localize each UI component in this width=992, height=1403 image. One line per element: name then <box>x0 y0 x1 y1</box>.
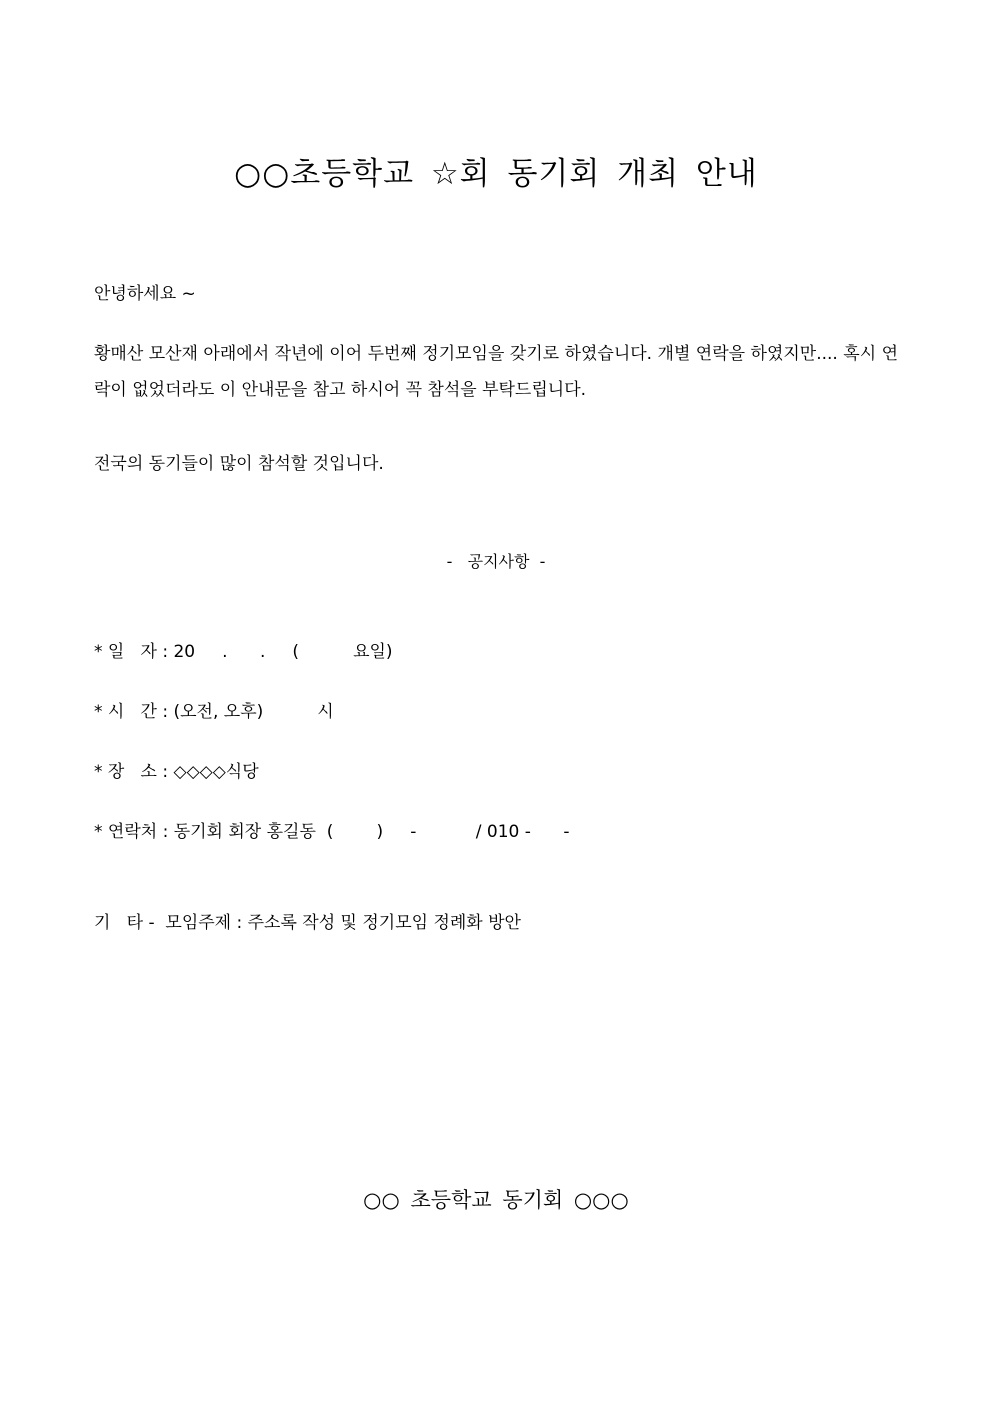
greeting-text: 안녕하세요 ~ <box>94 284 196 304</box>
other-item: 기 타 - 모임주제 : 주소록 작성 및 정기모임 정례화 방안 <box>94 913 521 933</box>
document-title: ○○초등학교 ☆회 동기회 개최 안내 <box>234 156 758 192</box>
date-item: * 일 자 : 20 . . ( 요일) <box>94 642 393 662</box>
attendance-note: 전국의 동기들이 많이 참석할 것입니다. <box>94 454 384 474</box>
contact-item: * 연락처 : 동기회 회장 홍길동 ( ) - / 010 - - <box>94 822 570 842</box>
notice-heading: - 공지사항 - <box>446 552 546 571</box>
time-item: * 시 간 : (오전, 오후) 시 <box>94 702 334 722</box>
signature-footer: ○○ 초등학교 동기회 ○○○ <box>363 1188 629 1212</box>
place-item: * 장 소 : ◇◇◇◇식당 <box>94 762 259 782</box>
intro-paragraph: 황매산 모산재 아래에서 작년에 이어 두번째 정기모임을 갖기로 하였습니다. 개별 연락을 하였지만.... 혹시 연락이 없었더라도 이 안내문을 참고 하시어 꼭 참석을 부탁드립니다. <box>94 344 898 400</box>
